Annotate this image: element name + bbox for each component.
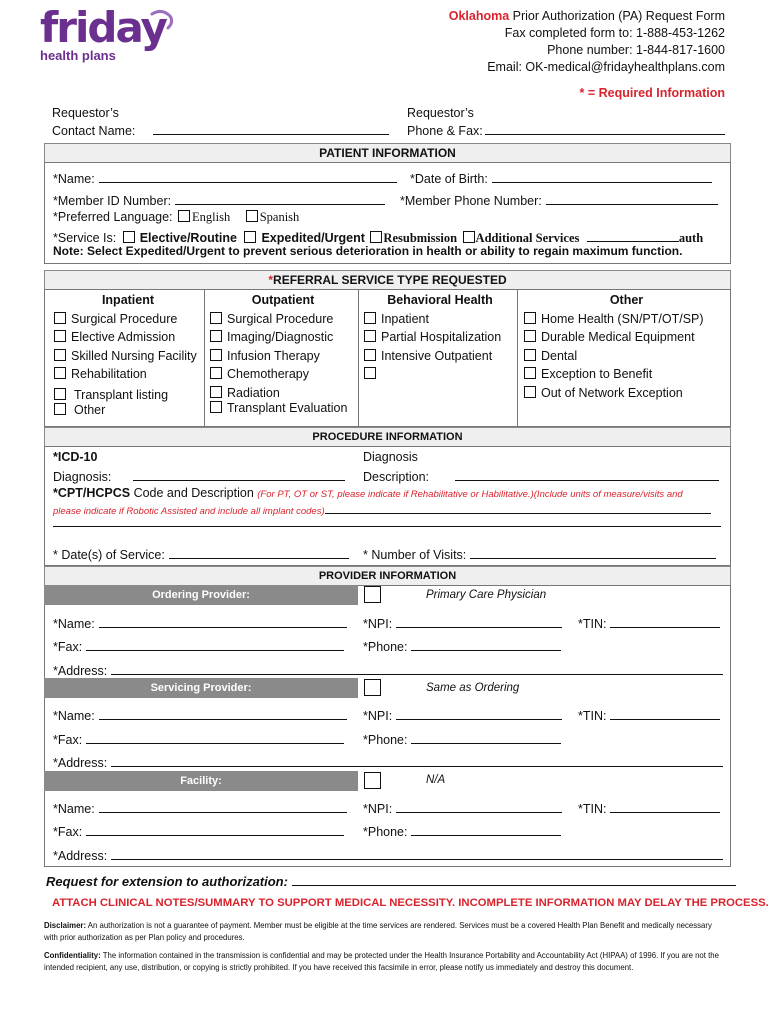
icd-label: *ICD-10: [53, 450, 98, 464]
description-label: Description:: [363, 470, 429, 484]
phone-label: *Phone:: [363, 825, 408, 839]
english-label: English: [192, 210, 231, 224]
option-label: Dental: [541, 348, 578, 363]
ordering-tin-row: [578, 615, 720, 631]
checkbox[interactable]: [364, 349, 376, 361]
behavioral-column: [364, 291, 516, 384]
servicing-provider-bar: Servicing Provider:: [44, 678, 358, 698]
diagnosis-label: Diagnosis:: [53, 470, 112, 484]
desc-label-1: Diagnosis: [363, 450, 418, 464]
disclaimer-text: An authorization is not a guarantee of payment. Member must be eligible at the time services are rendered. Services must be a covered Health Plan Benefit and medically necessary with prior authorization as per Plan policy and procedures.: [44, 921, 712, 942]
address-label: *Address:: [53, 849, 108, 863]
extension-label: Request for extension to authorization:: [46, 874, 288, 889]
checkbox[interactable]: [524, 367, 536, 379]
servicing-address-field[interactable]: [111, 754, 723, 767]
cpt-note-2: please indicate if Robotic Assisted and include all implant codes): [53, 506, 325, 517]
servicing-tin-row: [578, 707, 720, 723]
behavioral-option[interactable]: [364, 347, 516, 366]
phone-number: Phone number: 1-844-817-1600: [547, 43, 725, 57]
facility-name-row: [53, 800, 347, 816]
checkbox[interactable]: [524, 386, 536, 398]
additional-label: Additional Services: [475, 231, 580, 245]
checkbox[interactable]: [54, 403, 66, 415]
checkbox[interactable]: [54, 388, 66, 400]
cpt-label-rest: Code and Description: [130, 486, 254, 500]
spanish-label: Spanish: [259, 210, 300, 224]
ordering-name-field[interactable]: [99, 615, 347, 628]
checkbox[interactable]: [210, 349, 222, 361]
tin-label: *TIN:: [578, 709, 607, 723]
name-label: *Name:: [53, 617, 95, 631]
ordering-fax-field[interactable]: [86, 638, 344, 651]
attach-notice: ATTACH CLINICAL NOTES/SUMMARY TO SUPPORT MEDICAL NECESSITY. INCOMPLETE INFORMATION MAY DELAY THE PROCESS.: [52, 897, 769, 909]
option-label: Home Health (SN/PT/OT/SP): [541, 311, 704, 326]
facility-address-row: [53, 847, 723, 863]
other-option[interactable]: [524, 328, 729, 347]
address-label: *Address:: [53, 756, 108, 770]
confidentiality-text: The information contained in the transmission is confidential and may be protected under the Health Insurance Portability and Accountability Act (HIPAA) of 1996. If you are not the intended recipient, any use, distribution, or copying is strictly prohibited. If you have received this facsimile in error, please notify us immediately and destroy this document.: [44, 951, 719, 972]
name-label: *Name:: [53, 709, 95, 723]
address-label: *Address:: [53, 664, 108, 678]
disclaimer: [44, 920, 726, 944]
facility-name-field[interactable]: [99, 800, 347, 813]
fax-label: *Fax:: [53, 640, 83, 654]
ordering-npi-row: [363, 615, 562, 631]
facility-tin-field[interactable]: [610, 800, 720, 813]
procedure-heading: PROCEDURE INFORMATION: [44, 427, 731, 447]
option-label: Elective Admission: [71, 330, 176, 344]
required-star: *: [268, 273, 274, 287]
member-phone-field[interactable]: [546, 192, 718, 205]
tin-label: *TIN:: [578, 802, 607, 816]
checkbox[interactable]: [210, 401, 222, 413]
ordering-phone-field[interactable]: [411, 638, 561, 651]
inpatient-option[interactable]: [54, 310, 202, 329]
servicing-tin-field[interactable]: [610, 707, 720, 720]
referral-heading-text: REFERRAL SERVICE TYPE REQUESTED: [273, 273, 507, 287]
dates-label: * Date(s) of Service:: [53, 548, 165, 562]
option-label: Exception to Benefit: [541, 367, 653, 381]
checkbox[interactable]: [54, 349, 66, 361]
requestor-label: Requestor’s: [52, 106, 119, 120]
phone-label: *Phone:: [363, 733, 408, 747]
option-label: Partial Hospitalization: [381, 330, 502, 344]
npi-label: *NPI:: [363, 617, 393, 631]
cpt-label: *CPT/HCPCS: [53, 486, 131, 500]
facility-bar: Facility:: [44, 771, 358, 791]
na-checkbox[interactable]: [364, 772, 381, 789]
patient-heading: PATIENT INFORMATION: [44, 143, 731, 163]
contact-name-label: Contact Name:: [52, 124, 136, 138]
inpatient-option[interactable]: [54, 365, 202, 384]
dob-row: [410, 170, 712, 186]
facility-fax-field[interactable]: [86, 823, 344, 836]
form-title-rest: Prior Authorization (PA) Request Form: [509, 9, 725, 23]
servicing-phone-row: [363, 731, 561, 747]
confidentiality: [44, 950, 726, 974]
checkbox[interactable]: [210, 386, 222, 398]
facility-npi-field[interactable]: [396, 800, 562, 813]
referral-heading: [44, 270, 731, 290]
checkbox[interactable]: [210, 330, 222, 342]
option-label: Infusion Therapy: [227, 348, 320, 363]
checkbox[interactable]: [364, 367, 376, 379]
requestor-label-2: Requestor’s: [407, 106, 474, 120]
visits-field[interactable]: [470, 546, 716, 559]
member-id-row: [53, 192, 385, 208]
patient-name-row: [53, 170, 397, 186]
cpt-row: [53, 486, 683, 500]
servicing-fax-field[interactable]: [86, 731, 344, 744]
facility-phone-field[interactable]: [411, 823, 561, 836]
tin-label: *TIN:: [578, 617, 607, 631]
extension-field[interactable]: [292, 873, 736, 886]
fax-label: *Fax:: [53, 733, 83, 747]
confidentiality-label: Confidentiality:: [44, 951, 101, 960]
outpatient-column: [210, 291, 356, 418]
fax-number: Fax completed form to: 1-888-453-1262: [504, 26, 725, 40]
member-id-field[interactable]: [175, 192, 385, 205]
option-label: Chemotherapy: [227, 367, 309, 381]
option-label: Intensive Outpatient: [381, 348, 493, 363]
outpatient-option[interactable]: [210, 310, 356, 329]
behavioral-option[interactable]: [364, 328, 516, 347]
urgent-note: Note: Select Expedited/Urgent to prevent serious deterioration in health or ability to regain maximum function.: [53, 244, 683, 258]
same-as-ordering-label: Same as Ordering: [426, 682, 520, 694]
facility-npi-row: [363, 800, 562, 816]
facility-phone-row: [363, 823, 561, 839]
inpatient-title: Inpatient: [101, 293, 155, 307]
patient-name-field[interactable]: [99, 170, 397, 183]
servicing-fax-row: [53, 731, 344, 747]
inpatient-option[interactable]: [54, 347, 202, 366]
dob-label: *Date of Birth:: [410, 172, 488, 186]
inpatient-column: [54, 291, 202, 420]
ordering-fax-row: [53, 638, 344, 654]
cpt-field-line[interactable]: [53, 526, 721, 527]
member-phone-label: *Member Phone Number:: [400, 194, 542, 208]
auth-number-field[interactable]: [587, 229, 679, 242]
behavioral-title: Behavioral Health: [387, 293, 493, 307]
extension-row: [46, 873, 736, 889]
member-id-label: *Member ID Number:: [53, 194, 172, 208]
outpatient-option[interactable]: [210, 365, 356, 384]
ordering-provider-bar: Ordering Provider:: [44, 585, 358, 605]
option-label: Surgical Procedure: [71, 311, 178, 326]
checkbox[interactable]: [524, 312, 536, 324]
logo-subtitle: health plans: [40, 48, 116, 63]
npi-label: *NPI:: [363, 802, 393, 816]
na-label: N/A: [426, 774, 446, 786]
column-divider: [517, 289, 518, 427]
facility-address-field[interactable]: [111, 847, 723, 860]
name-label: *Name:: [53, 802, 95, 816]
other-option[interactable]: [524, 365, 729, 384]
requestor-contact: [52, 104, 389, 140]
behavioral-option[interactable]: [364, 310, 516, 329]
checkbox[interactable]: [54, 330, 66, 342]
language-label: *Preferred Language:: [53, 210, 173, 224]
language-row: [53, 210, 299, 225]
elective-checkbox[interactable]: [123, 231, 135, 243]
other-title: Other: [609, 293, 644, 307]
contact-name-field[interactable]: [153, 122, 389, 135]
dates-row: [53, 546, 349, 562]
other-option[interactable]: [524, 310, 729, 329]
option-label: Imaging/Diagnostic: [227, 330, 334, 344]
checkbox[interactable]: [524, 349, 536, 361]
option-label: Transplant Evaluation: [227, 401, 348, 415]
diagnosis-field[interactable]: [133, 468, 345, 481]
diagnosis-row: [53, 468, 345, 484]
inpatient-option[interactable]: [54, 328, 202, 347]
outpatient-title: Outpatient: [251, 293, 315, 307]
behavioral-option[interactable]: [364, 365, 516, 384]
provider-heading: PROVIDER INFORMATION: [44, 566, 731, 586]
outpatient-option[interactable]: [210, 328, 356, 347]
ordering-tin-field[interactable]: [610, 615, 720, 628]
option-label: Other: [74, 403, 106, 417]
checkbox[interactable]: [210, 367, 222, 379]
disclaimer-label: Disclaimer:: [44, 921, 87, 930]
description-field[interactable]: [455, 468, 719, 481]
friday-logo: [40, 3, 180, 68]
logo-wordmark: friday: [40, 3, 166, 52]
option-label: Inpatient: [381, 311, 429, 326]
option-label: Transplant listing: [74, 387, 169, 402]
english-checkbox[interactable]: [178, 210, 190, 222]
logo-swoosh-icon: [148, 8, 174, 34]
visits-label: * Number of Visits:: [363, 548, 467, 562]
servicing-npi-row: [363, 707, 562, 723]
phone-fax-field[interactable]: [485, 122, 725, 135]
servicing-name-row: [53, 707, 347, 723]
npi-label: *NPI:: [363, 709, 393, 723]
expedited-checkbox[interactable]: [244, 231, 256, 243]
checkbox[interactable]: [210, 312, 222, 324]
resubmission-label: Resubmission: [383, 231, 458, 245]
facility-fax-row: [53, 823, 344, 839]
resubmission-checkbox[interactable]: [370, 231, 382, 243]
phone-fax-label: Phone & Fax:: [407, 124, 483, 138]
required-note: * = Required Information: [579, 86, 725, 100]
same-as-ordering-checkbox[interactable]: [364, 679, 381, 696]
checkbox[interactable]: [54, 367, 66, 379]
option-label: Radiation: [227, 385, 280, 400]
patient-name-label: *Name:: [53, 172, 95, 186]
other-column: [524, 291, 729, 402]
option-label: Skilled Nursing Facility: [71, 348, 197, 363]
auth-label: auth: [678, 231, 704, 245]
checkbox[interactable]: [364, 330, 376, 342]
ordering-name-row: [53, 615, 347, 631]
cpt-note: (For PT, OT or ST, please indicate if Rehabilitative or Habilitative.)(Include units of measure/visits and: [257, 489, 683, 500]
elective-label: Elective/Routine: [139, 231, 237, 245]
checkbox[interactable]: [524, 330, 536, 342]
form-title: [449, 8, 725, 25]
servicing-phone-field[interactable]: [411, 731, 561, 744]
requestor-phone: [407, 104, 725, 140]
pcp-checkbox[interactable]: [364, 586, 381, 603]
ordering-address-row: [53, 662, 723, 678]
facility-tin-row: [578, 800, 720, 816]
member-phone-row: [400, 192, 718, 208]
outpatient-option[interactable]: [210, 347, 356, 366]
additional-checkbox[interactable]: [463, 231, 475, 243]
pcp-label: Primary Care Physician: [426, 589, 547, 601]
ordering-address-field[interactable]: [111, 662, 723, 675]
checkbox[interactable]: [364, 312, 376, 324]
state-name: Oklahoma: [448, 9, 510, 23]
servicing-npi-field[interactable]: [396, 707, 562, 720]
option-label: Rehabilitation: [71, 367, 147, 381]
dates-field[interactable]: [169, 546, 349, 559]
service-is-label: *Service Is:: [53, 231, 117, 245]
email-address: Email: OK-medical@fridayhealthplans.com: [487, 60, 725, 74]
visits-row: [363, 546, 716, 562]
ordering-npi-field[interactable]: [396, 615, 562, 628]
fax-label: *Fax:: [53, 825, 83, 839]
expedited-label: Expedited/Urgent: [261, 231, 365, 245]
description-row: [363, 468, 719, 484]
option-label: Durable Medical Equipment: [541, 330, 695, 344]
column-divider: [358, 289, 359, 427]
option-label: Out of Network Exception: [541, 385, 683, 400]
spanish-checkbox[interactable]: [246, 210, 258, 222]
ordering-phone-row: [363, 638, 561, 654]
option-label: Surgical Procedure: [227, 311, 334, 326]
cpt-field[interactable]: [325, 501, 711, 514]
servicing-address-row: [53, 754, 723, 770]
checkbox[interactable]: [54, 312, 66, 324]
column-divider: [204, 289, 205, 427]
cpt-row-2: [53, 501, 711, 517]
phone-label: *Phone:: [363, 640, 408, 654]
outpatient-option[interactable]: [210, 399, 356, 418]
other-option[interactable]: [524, 384, 729, 403]
servicing-name-field[interactable]: [99, 707, 347, 720]
dob-field[interactable]: [492, 170, 712, 183]
other-option[interactable]: [524, 347, 729, 366]
form-header: [449, 8, 725, 102]
